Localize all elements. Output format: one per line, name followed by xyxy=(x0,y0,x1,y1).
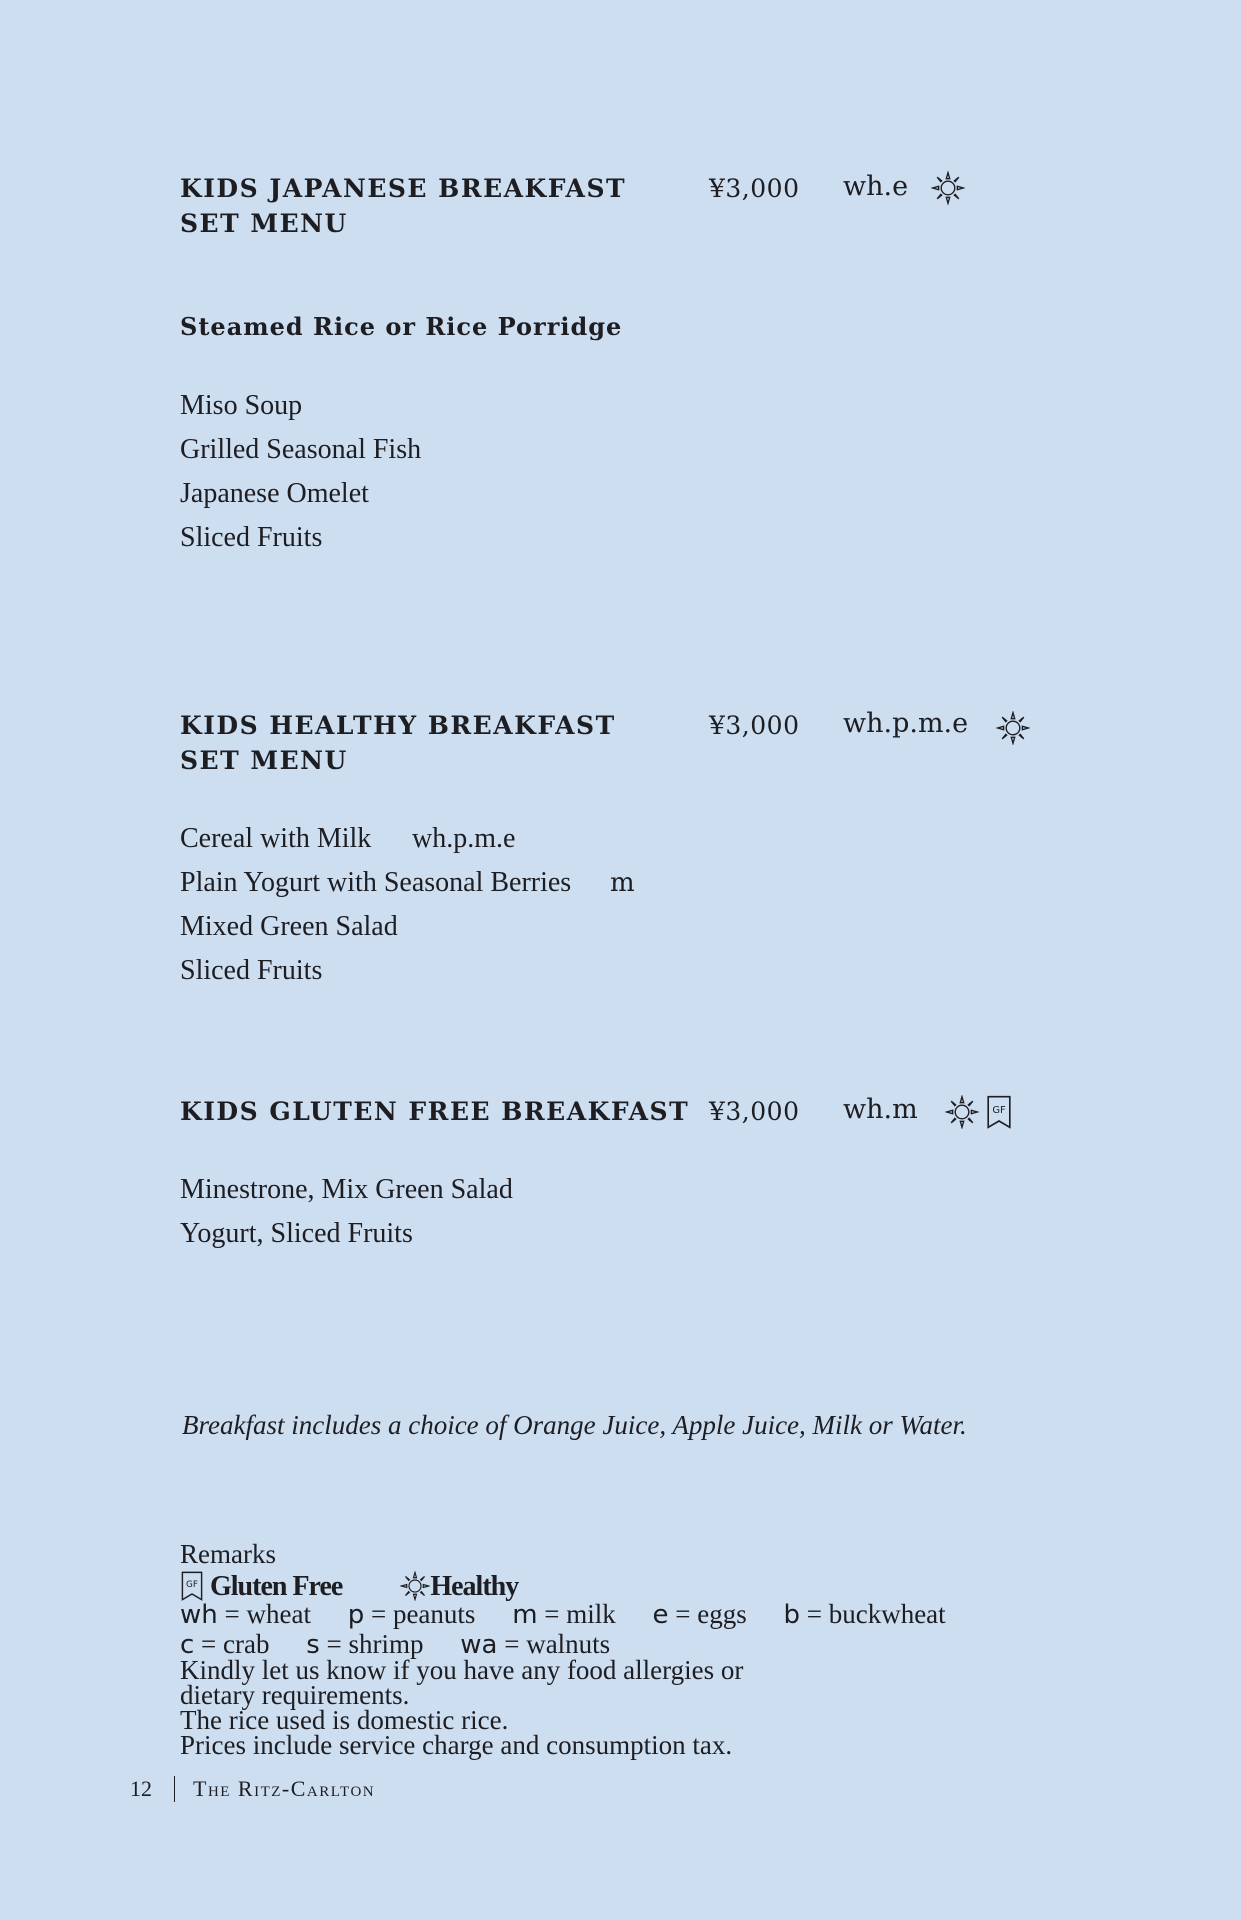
section-3-title xyxy=(180,1094,689,1129)
healthy-icon xyxy=(945,1095,979,1129)
section-2-items xyxy=(180,817,635,993)
section-3-allergens: wh.m xyxy=(843,1094,918,1125)
allergen-code: c = crab xyxy=(180,1629,270,1660)
menu-item: Minestrone, Mix Green Salad xyxy=(180,1174,513,1205)
gluten-free-label: Gluten Free xyxy=(210,1570,343,1602)
section-1-title-line1: KIDS JAPANESE BREAKFAST xyxy=(180,174,627,203)
section-2-price: ¥3,000 xyxy=(709,711,800,740)
menu-item xyxy=(180,817,571,861)
section-1-title xyxy=(180,171,626,241)
menu-item-allergens: m xyxy=(610,868,635,898)
allergen-code: e = eggs xyxy=(652,1599,747,1630)
allergen-code: wh = wheat xyxy=(180,1599,311,1630)
remarks-legend xyxy=(180,1570,946,1602)
allergen-code: wa = walnuts xyxy=(460,1629,611,1660)
section-1-subtitle: Steamed Rice or Rice Porridge xyxy=(180,312,623,341)
drinks-note: Breakfast includes a choice of Orange Juice, Apple Juice, Milk or Water. xyxy=(182,1410,967,1440)
allergen-code: s = shrimp xyxy=(306,1629,424,1660)
healthy-icon xyxy=(931,171,965,205)
menu-item-allergens: wh.p.m.e xyxy=(412,823,516,854)
section-2-allergens: wh.p.m.e xyxy=(843,708,969,739)
menu-item: Yogurt, Sliced Fruits xyxy=(180,1218,413,1249)
remarks-line: dietary requirements. xyxy=(180,1680,410,1710)
section-1-title-line2: SET MENU xyxy=(180,209,348,238)
gluten-free-icon xyxy=(985,1094,1013,1130)
section-3-price: ¥3,000 xyxy=(709,1097,800,1126)
section-3-items xyxy=(180,1168,513,1256)
menu-item: Sliced Fruits xyxy=(180,955,323,986)
menu-item-name: Cereal with Milk xyxy=(180,823,372,854)
allergen-codes-row-1 xyxy=(180,1599,946,1632)
section-2-title xyxy=(180,708,616,778)
allergen-code: b = buckwheat xyxy=(783,1599,946,1630)
menu-item: Japanese Omelet xyxy=(180,478,369,509)
menu-item xyxy=(180,861,635,905)
healthy-icon xyxy=(996,711,1030,745)
footer-brand: The Ritz-Carlton xyxy=(193,1776,376,1801)
section-2-title-line2: SET MENU xyxy=(180,746,348,775)
gluten-free-icon xyxy=(180,1570,204,1602)
remarks-line: The rice used is domestic rice. xyxy=(180,1705,509,1735)
section-1-allergens: wh.e xyxy=(843,171,909,202)
menu-item: Mixed Green Salad xyxy=(180,911,398,942)
menu-item: Grilled Seasonal Fish xyxy=(180,434,422,465)
section-1-items xyxy=(180,384,421,560)
allergen-code: m = milk xyxy=(512,1599,616,1630)
allergen-code: p = peanuts xyxy=(347,1599,476,1630)
remarks-line: Prices include service charge and consumption tax. xyxy=(180,1730,733,1760)
footer-divider xyxy=(174,1776,175,1802)
section-2-title-line1: KIDS HEALTHY BREAKFAST xyxy=(180,711,616,740)
menu-item: Sliced Fruits xyxy=(180,522,323,553)
healthy-icon xyxy=(400,1571,430,1601)
remarks-block xyxy=(180,1538,946,1758)
page-footer xyxy=(130,1776,375,1802)
section-1-price: ¥3,000 xyxy=(709,174,800,203)
remarks-heading: Remarks xyxy=(180,1539,276,1569)
healthy-label: Healthy xyxy=(430,1570,519,1602)
remarks-line: Kindly let us know if you have any food allergies or xyxy=(180,1655,744,1685)
section-3-title-line1: KIDS GLUTEN FREE BREAKFAST xyxy=(180,1097,690,1126)
menu-item: Miso Soup xyxy=(180,390,303,421)
menu-item-name: Plain Yogurt with Seasonal Berries xyxy=(180,867,572,898)
page-number: 12 xyxy=(130,1776,152,1801)
